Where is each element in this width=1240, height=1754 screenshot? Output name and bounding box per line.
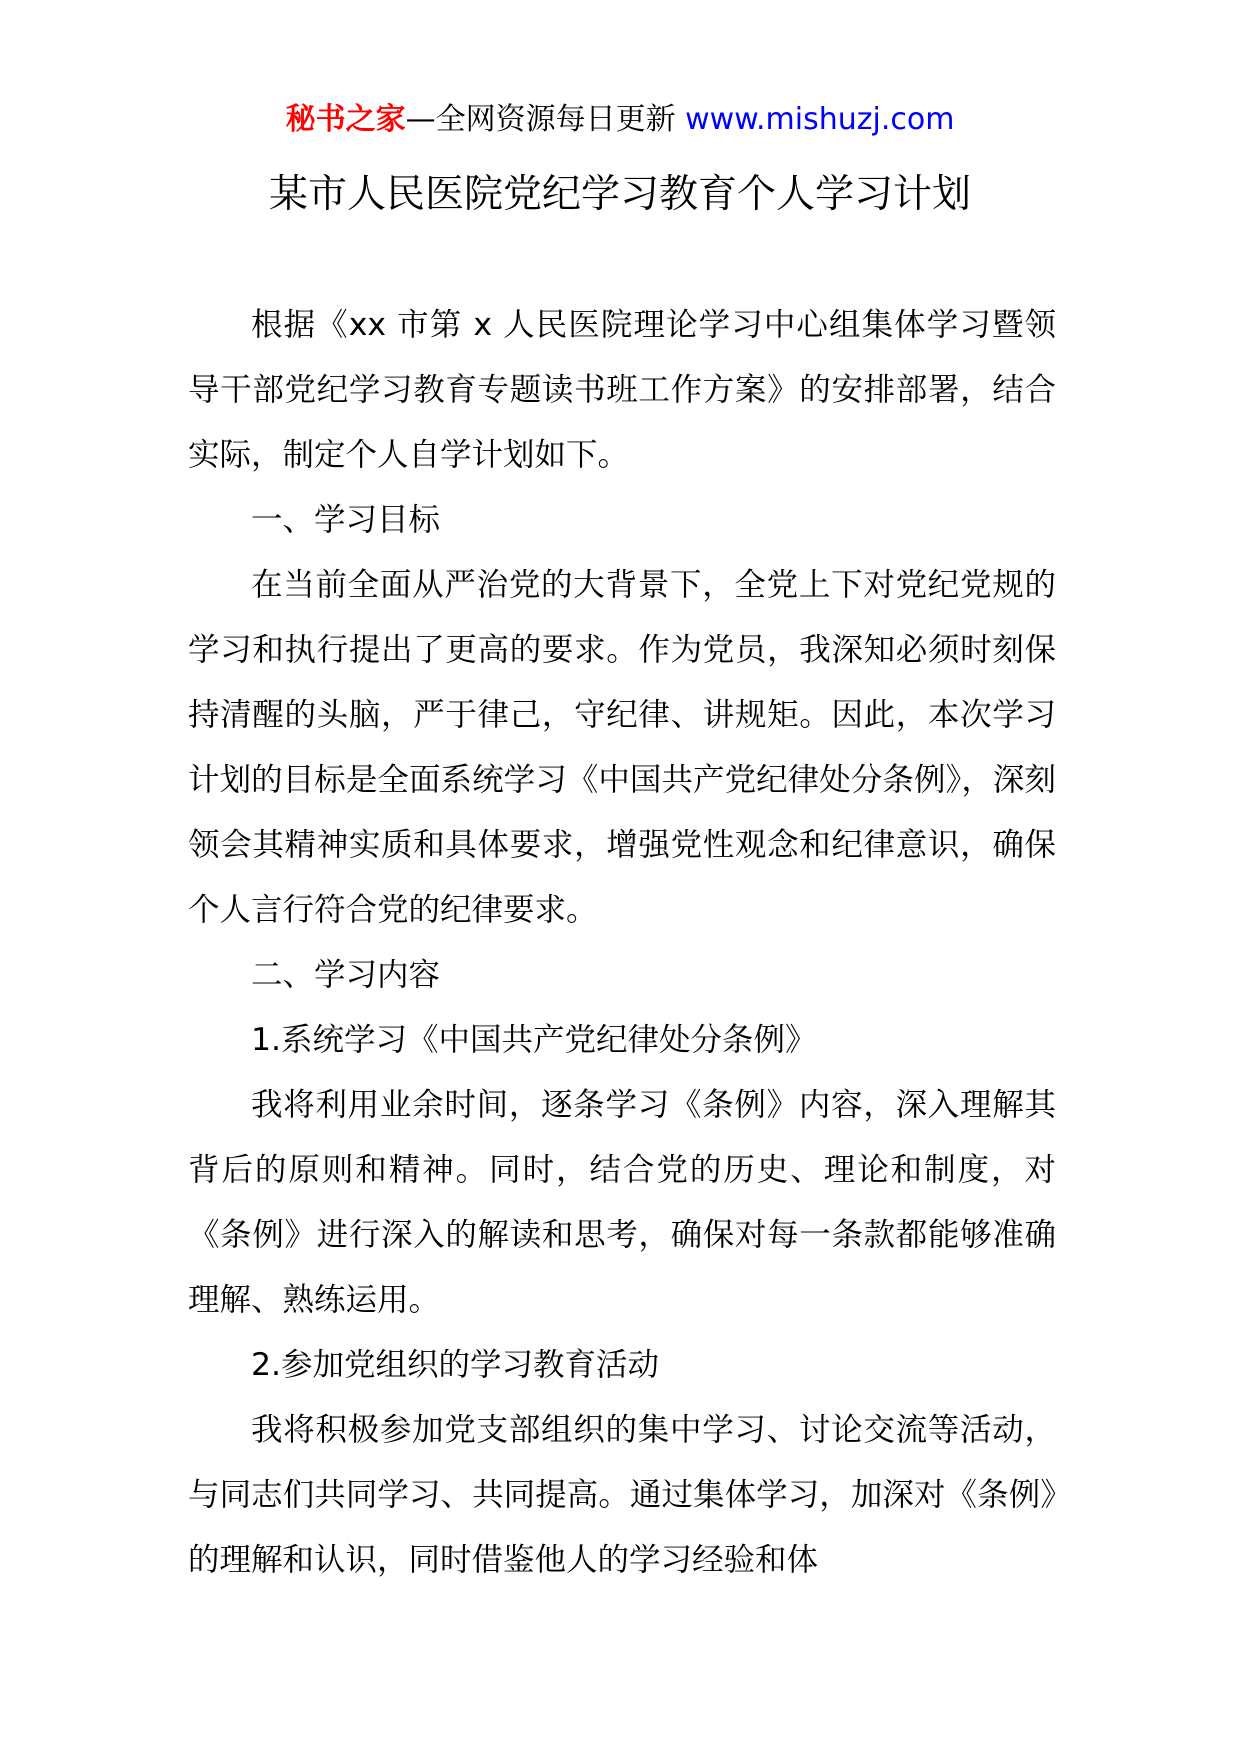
section-heading-goals: 一、学习目标 xyxy=(251,502,441,538)
document-body xyxy=(188,293,1056,1593)
section-heading-content: 二、学习内容 xyxy=(251,957,441,993)
item-2-paragraph: 我将积极参加党支部组织的集中学习、讨论交流等活动，与同志们共同学习、共同提高。通过集体学习，加深对《条例》的理解和认识，同时借鉴他人的学习经验和体 xyxy=(188,1412,1056,1578)
subheading-item-1: 1.系统学习《中国共产党纪律处分条例》 xyxy=(251,1022,817,1058)
brand-name: 秘书之家 xyxy=(285,102,406,137)
site-header xyxy=(0,100,1240,140)
subheading-item-2: 2.参加党组织的学习教育活动 xyxy=(251,1347,660,1383)
item-1-paragraph: 我将利用业余时间，逐条学习《条例》内容，深入理解其背后的原则和精神。同时，结合党的历史、理论和制度，对《条例》进行深入的解读和思考，确保对每一条款都能够准确理解、熟练运用。 xyxy=(188,1087,1056,1318)
goals-paragraph: 在当前全面从严治党的大背景下，全党上下对党纪党规的学习和执行提出了更高的要求。作为党员，我深知必须时刻保持清醒的头脑，严于律己，守纪律、讲规矩。因此，本次学习计划的目标是全面系统学习《中国共产党纪律处分条例》，深刻领会其精神实质和具体要求，增强党性观念和纪律意识，确保个人言行符合党的纪律要求。 xyxy=(188,567,1056,928)
site-url-link[interactable]: www.mishuzj.com xyxy=(685,102,955,137)
header-tagline: —全网资源每日更新 xyxy=(405,102,676,137)
intro-paragraph: 根据《xx 市第 x 人民医院理论学习中心组集体学习暨领导干部党纪学习教育专题读书班工作方案》的安排部署，结合实际，制定个人自学计划如下。 xyxy=(188,307,1056,473)
document-title: 某市人民医院党纪学习教育个人学习计划 xyxy=(268,172,971,217)
